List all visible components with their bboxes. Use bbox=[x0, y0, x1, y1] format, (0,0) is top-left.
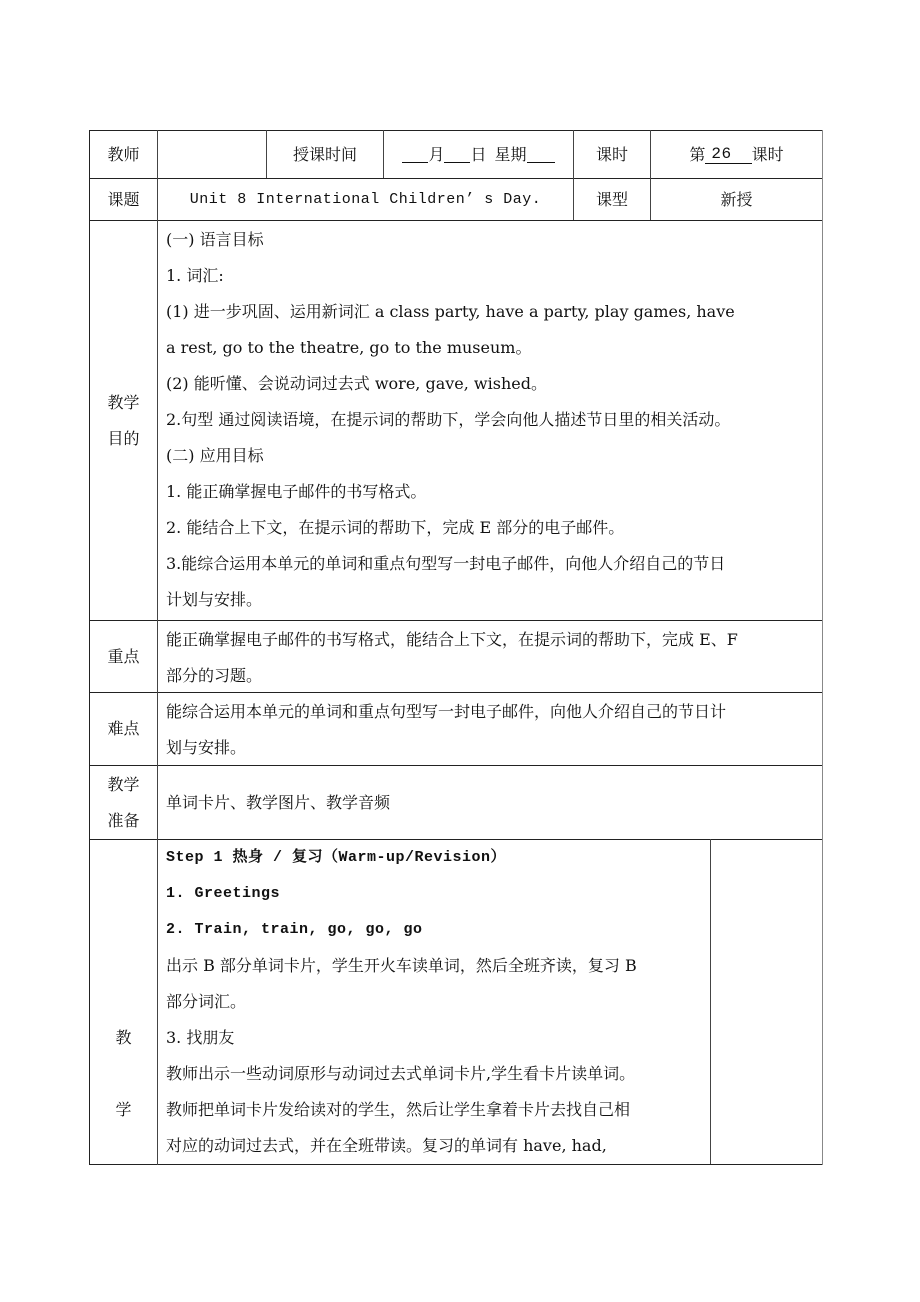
objectives-label-line2: 目的 bbox=[107, 428, 140, 448]
difficulties-line: 划与安排。 bbox=[166, 738, 247, 757]
teaching-label-char1: 教 bbox=[115, 1028, 132, 1047]
key-points-label: 重点 bbox=[107, 646, 140, 666]
key-points-line: 能正确掌握电子邮件的书写格式，能结合上下文，在提示词的帮助下，完成 E、F bbox=[166, 630, 738, 649]
topic-label: 课题 bbox=[107, 189, 140, 209]
teaching-line: 1. Greetings bbox=[166, 885, 281, 902]
teaching-line: 教师把单词卡片发给读对的学生，然后让学生拿着卡片去找自己相 bbox=[166, 1100, 631, 1119]
week-blank bbox=[527, 146, 555, 163]
period-number: 26 bbox=[705, 145, 751, 164]
table-border-row2 bbox=[89, 220, 823, 221]
teaching-content bbox=[166, 840, 710, 1164]
month-label: 月 bbox=[428, 144, 445, 164]
difficulties-label: 难点 bbox=[107, 719, 140, 738]
objectives-label bbox=[90, 221, 157, 620]
difficulties-content bbox=[166, 694, 822, 765]
teaching-step-heading: Step 1 热身 / 复习（Warm-up/Revision） bbox=[166, 849, 507, 866]
period-suffix: 课时 bbox=[751, 144, 784, 164]
col-divider-label bbox=[157, 130, 158, 1165]
table-border-right bbox=[822, 130, 823, 1165]
objectives-line: (2) 能听懂、会说动词过去式 wore, gave, wished。 bbox=[166, 374, 547, 393]
month-blank bbox=[402, 146, 428, 163]
period-value bbox=[651, 131, 822, 178]
teacher-label: 教师 bbox=[107, 144, 140, 164]
topic-value: Unit 8 International Children’ s Day. bbox=[189, 190, 542, 208]
objectives-line: (1) 进一步巩固、运用新词汇 a class party, have a party, play games, have bbox=[166, 302, 735, 321]
time-label: 授课时间 bbox=[292, 144, 357, 164]
teacher-value bbox=[158, 131, 266, 178]
objectives-line: 2.句型 通过阅读语境，在提示词的帮助下，学会向他人描述节日里的相关活动。 bbox=[166, 410, 731, 429]
objectives-line: (一) 语言目标 bbox=[166, 230, 264, 249]
objectives-label-line1: 教学 bbox=[107, 392, 140, 412]
objectives-line: 1. 词汇: bbox=[166, 266, 224, 285]
period-prefix: 第 bbox=[689, 144, 706, 164]
objectives-line: 3.能综合运用本单元的单词和重点句型写一封电子邮件，向他人介绍自己的节日 bbox=[166, 554, 726, 573]
preparation-label bbox=[90, 766, 157, 839]
preparation-content bbox=[166, 766, 822, 839]
objectives-content bbox=[166, 222, 822, 620]
difficulties-line: 能综合运用本单元的单词和重点句型写一封电子邮件，向他人介绍自己的节日计 bbox=[166, 702, 727, 721]
key-points-content bbox=[166, 622, 822, 692]
table-border-row4 bbox=[89, 692, 823, 693]
date-field bbox=[384, 131, 573, 178]
type-label: 课型 bbox=[595, 189, 628, 209]
table-border-bottom bbox=[89, 1164, 823, 1165]
teaching-notes bbox=[711, 840, 822, 1164]
objectives-line: a rest, go to the theatre, go to the museum。 bbox=[166, 338, 532, 357]
day-blank bbox=[444, 146, 470, 163]
day-label: 日 bbox=[470, 144, 487, 164]
objectives-line: (二) 应用目标 bbox=[166, 446, 264, 465]
type-value: 新授 bbox=[720, 189, 753, 209]
teaching-line: 对应的动词过去式，并在全班带读。复习的单词有 have, had, bbox=[166, 1136, 607, 1155]
week-label: 星期 bbox=[494, 144, 527, 164]
teaching-line: 部分词汇。 bbox=[166, 992, 247, 1011]
teaching-line: 出示 B 部分单词卡片，学生开火车读单词，然后全班齐读，复习 B bbox=[166, 956, 637, 975]
preparation-label-line1: 教学 bbox=[107, 774, 140, 794]
table-border-row3 bbox=[89, 620, 823, 621]
teaching-line: 2. Train, train, go, go, go bbox=[166, 921, 423, 938]
objectives-line: 2. 能结合上下文，在提示词的帮助下，完成 E 部分的电子邮件。 bbox=[166, 518, 625, 537]
preparation-value: 单词卡片、教学图片、教学音频 bbox=[166, 792, 391, 812]
objectives-line: 计划与安排。 bbox=[166, 590, 263, 609]
objectives-line: 1. 能正确掌握电子邮件的书写格式。 bbox=[166, 482, 427, 501]
teaching-line: 教师出示一些动词原形与动词过去式单词卡片,学生看卡片读单词。 bbox=[166, 1064, 636, 1083]
preparation-label-line2: 准备 bbox=[107, 810, 140, 830]
teaching-line: 3. 找朋友 bbox=[166, 1028, 235, 1047]
teaching-label-char2: 学 bbox=[115, 1100, 132, 1119]
key-points-line: 部分的习题。 bbox=[166, 666, 263, 685]
period-label: 课时 bbox=[595, 144, 628, 164]
